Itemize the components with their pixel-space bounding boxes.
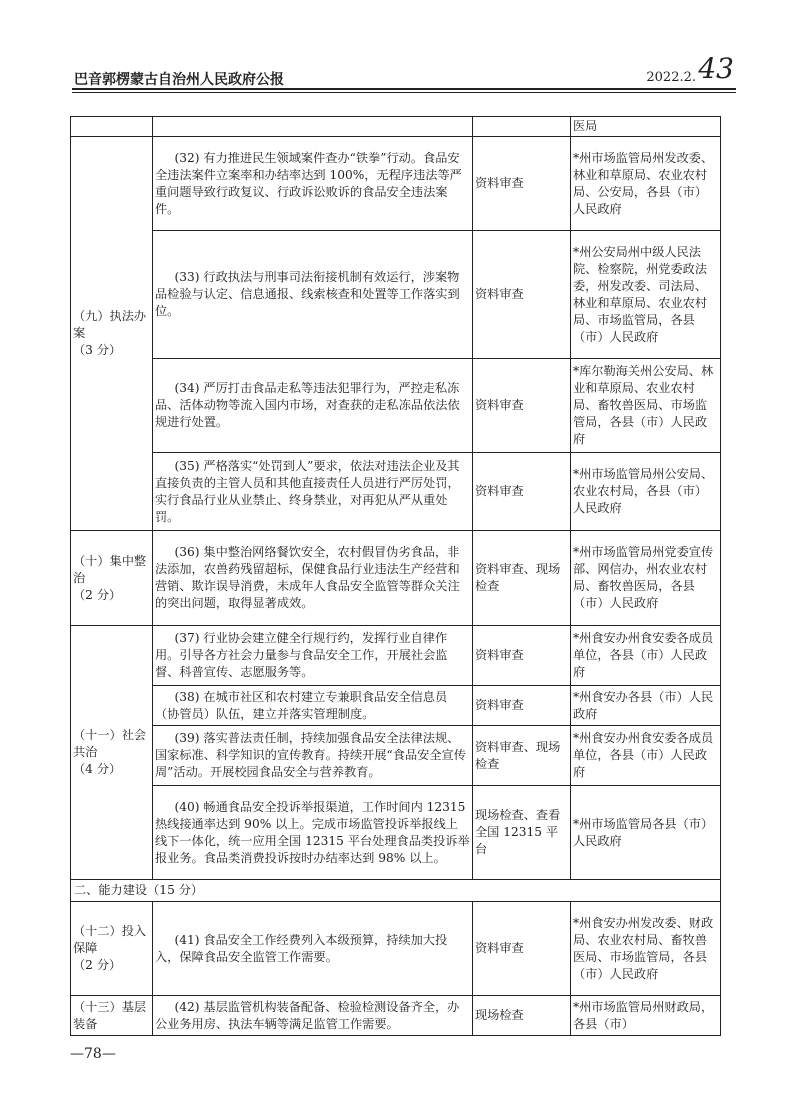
assessment-table (70, 116, 721, 1036)
table-row (71, 453, 721, 531)
category-cell (71, 117, 153, 137)
table-row (71, 231, 721, 359)
dept-cell: *州市场监管局州发改委、林业和草原局、农业农村局、公安局，各县（市）人民政府 (571, 137, 721, 231)
category-line: 保障 (73, 941, 98, 955)
method-cell: 资料审查 (473, 231, 571, 359)
method-cell: 资料审查 (473, 137, 571, 231)
dept-cell: 医局 (571, 117, 721, 137)
dept-cell: *州食安办各县（市）人民政府 (571, 686, 721, 726)
category-line: （十）集中整 (73, 553, 147, 568)
header-rule-thin (72, 92, 736, 93)
header-rule-thick (72, 88, 736, 90)
category-line: （2 分） (73, 587, 122, 602)
item-cell: (41) 食品安全工作经费列入本级预算，持续加大投入，保障食品安全监管工作需要。 (153, 902, 473, 996)
table-row (71, 531, 721, 626)
method-cell: 现场检查、查看全国 12315 平台 (473, 786, 571, 880)
item-cell: (33) 行政执法与刑事司法衔接机制有效运行，涉案物品检验与认定、信息通报、线索核查和处置等工作落实到位。 (153, 231, 473, 359)
category-cell (71, 902, 153, 996)
section-heading: 二、能力建设（15 分） (71, 880, 721, 902)
method-cell: 资料审查 (473, 359, 571, 453)
page-header (72, 52, 736, 88)
category-cell (71, 531, 153, 626)
item-cell (153, 117, 473, 137)
dept-cell: *州食安办州食安委各成员单位，各县（市）人民政府 (571, 626, 721, 686)
item-cell: (38) 在城市社区和农村建立专兼职食品安全信息员（协管员）队伍，建立并落实管理制度。 (153, 686, 473, 726)
method-cell: 资料审查 (473, 686, 571, 726)
section-row (71, 880, 721, 902)
journal-name: 巴音郭楞蒙古自治州人民政府公报 (74, 72, 284, 88)
item-cell: (39) 落实普法责任制，持续加强食品安全法律法规、国家标准、科学知识的宣传教育。持续开展“食品安全宣传周”活动。开展校园食品安全与营养教育。 (153, 726, 473, 786)
method-cell: 资料审查、现场检查 (473, 726, 571, 786)
item-cell: (37) 行业协会建立健全行规行约，发挥行业自律作用。引导各方社会力量参与食品安全工作，开展社会监督、科普宣传、志愿服务等。 (153, 626, 473, 686)
item-cell: (42) 基层监管机构装备配备、检验检测设备齐全，办公业务用房、执法车辆等满足监管工作需要。 (153, 996, 473, 1036)
dept-cell: *州食安办州发改委、财政局、农业农村局、畜牧兽医局、市场监管局，各县（市）人民政府 (571, 902, 721, 996)
method-cell: 资料审查 (473, 902, 571, 996)
category-cell (71, 626, 153, 880)
table-row (71, 137, 721, 231)
item-cell: (35) 严格落实“处罚到人”要求，依法对违法企业及其直接负责的主管人员和其他直接责任人员进行严厉处罚，实行食品行业从业禁止、终身禁业，对再犯从严从重处罚。 (153, 453, 473, 531)
table-row (71, 902, 721, 996)
table-row (71, 786, 721, 880)
item-cell: (32) 有力推进民生领域案件查办“铁拳”行动。食品安全违法案件立案率和办结率达到 100%，无程序违法等严重问题导致行政复议、行政诉讼败诉的食品安全违法案件。 (153, 137, 473, 231)
item-cell: (40) 畅通食品安全投诉举报渠道，工作时间内 12315 热线接通率达到 90% 以上。完成市场监管投诉举报线上线下一体化，统一应用全国 12315 平台处理食品类投诉举报业务。食品类消费投诉按时办结率达到 98% 以上。 (153, 786, 473, 880)
method-cell (473, 117, 571, 137)
dept-cell: *州市场监管局州党委宣传部、网信办，州农业农村局、畜牧兽医局，各县（市）人民政府 (571, 531, 721, 626)
category-line: 治 (73, 570, 86, 585)
category-line: （十二）投入 (73, 924, 147, 938)
category-line: （十一）社会 (73, 728, 147, 742)
table-row (71, 686, 721, 726)
table-row (71, 626, 721, 686)
page-number: —78— (70, 1046, 116, 1062)
dept-cell: *州市场监管局州财政局，各县（市） (571, 996, 721, 1036)
table-row (71, 359, 721, 453)
dept-cell: *州公安局州中级人民法院、检察院，州党委政法委，州发改委、司法局、林业和草原局、农业农村局、市场监管局，各县（市）人民政府 (571, 231, 721, 359)
table-row (71, 726, 721, 786)
category-line: （2 分） (73, 958, 122, 972)
dept-cell: *库尔勒海关州公安局、林业和草原局、农业农村局、畜牧兽医局、市场监管局，各县（市）人民政府 (571, 359, 721, 453)
dept-cell: *州市场监管局州公安局、农业农村局，各县（市）人民政府 (571, 453, 721, 531)
dept-cell: *州食安办州食安委各成员单位，各县（市）人民政府 (571, 726, 721, 786)
method-cell: 资料审查 (473, 626, 571, 686)
issue-number: 43 (698, 52, 734, 85)
category-line: （3 分） (73, 343, 122, 357)
category-cell (71, 137, 153, 531)
category-line: （4 分） (73, 762, 122, 776)
table-row (71, 996, 721, 1036)
category-line: 装备 (73, 1016, 98, 1031)
dept-cell: *州市场监管局各县（市）人民政府 (571, 786, 721, 880)
category-line: （十三）基层 (73, 999, 147, 1014)
category-line: （九）执法办 (73, 309, 147, 323)
category-cell (71, 996, 153, 1036)
table-row (71, 117, 721, 137)
method-cell: 资料审查、现场检查 (473, 531, 571, 626)
category-line: 共治 (73, 745, 98, 759)
category-line: 案 (73, 326, 86, 340)
issue-date: 2022.2. (646, 70, 696, 85)
method-cell: 资料审查 (473, 453, 571, 531)
method-cell: 现场检查 (473, 996, 571, 1036)
item-cell: (34) 严厉打击食品走私等违法犯罪行为，严控走私冻品、活体动物等流入国内市场，对查获的走私冻品依法依规进行处置。 (153, 359, 473, 453)
item-cell: (36) 集中整治网络餐饮安全，农村假冒伪劣食品，非法添加，农兽药残留超标，保健食品行业违法生产经营和营销、欺诈误导消费，未成年人食品安全监管等群众关注的突出问题，取得显著成效。 (153, 531, 473, 626)
